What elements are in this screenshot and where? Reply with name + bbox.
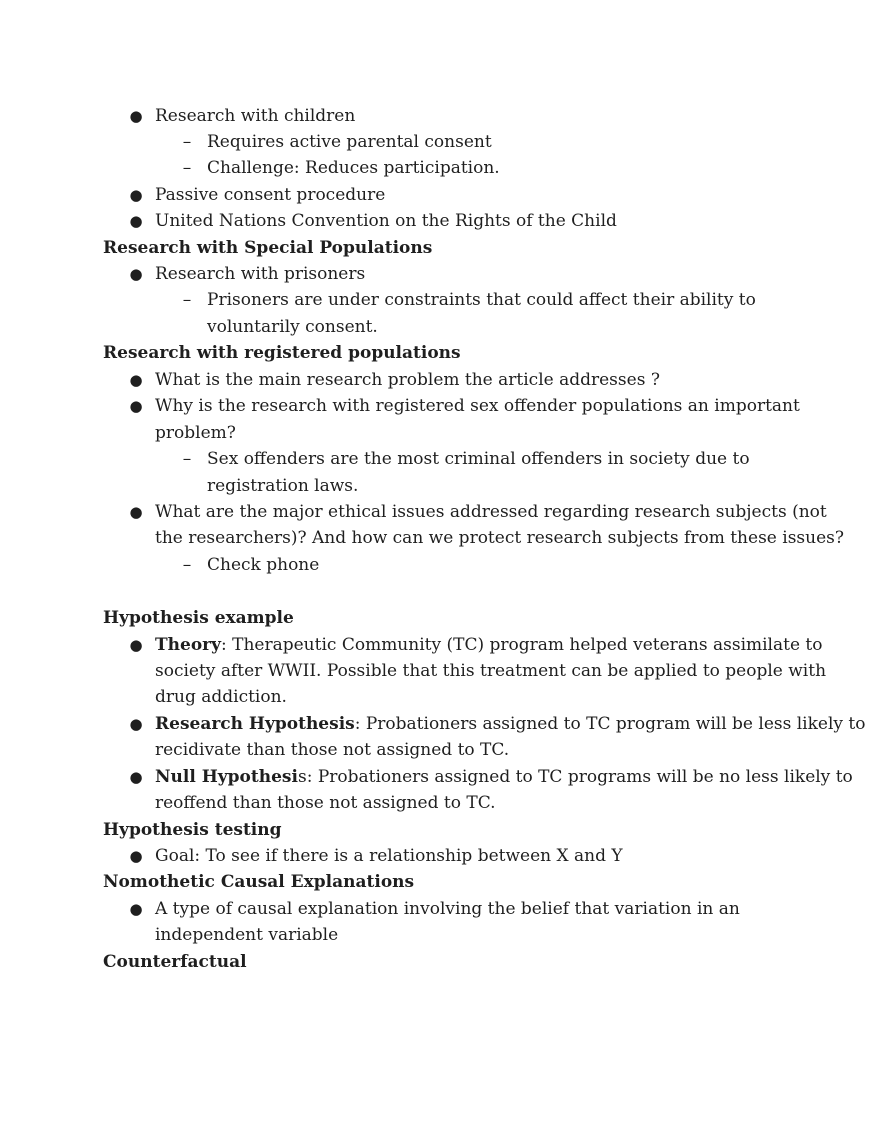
term-label: Null Hypothesi bbox=[155, 767, 298, 787]
term-label: Research Hypothesis bbox=[155, 714, 355, 734]
sub-list-item-text: registration laws. bbox=[207, 476, 359, 496]
list-item-text: problem? bbox=[155, 423, 236, 443]
sub-list-item bbox=[0, 446, 880, 472]
list-item-text: independent variable bbox=[155, 925, 339, 945]
bullet-icon: ● bbox=[129, 397, 143, 415]
list-item-text bbox=[155, 632, 823, 658]
list-item bbox=[0, 367, 880, 393]
bullet-icon: ● bbox=[129, 503, 143, 521]
list-item-text: society after WWII. Possible that this treatment can be applied to people with bbox=[155, 661, 827, 681]
list-item-continuation bbox=[0, 525, 880, 551]
dash-icon: – bbox=[182, 132, 192, 152]
term-definition: : Probationers assigned to TC program will be less likely to bbox=[354, 714, 866, 734]
section-heading bbox=[0, 235, 880, 261]
list-item bbox=[0, 843, 880, 869]
bullet-icon: ● bbox=[129, 212, 143, 230]
list-item-continuation bbox=[0, 922, 880, 948]
list-item-text: What is the main research problem the article addresses ? bbox=[155, 370, 660, 390]
list-item bbox=[0, 208, 880, 234]
list-item-text: recidivate than those not assigned to TC. bbox=[155, 740, 510, 760]
section-heading bbox=[0, 949, 880, 975]
list-item-text: A type of causal explanation involving the belief that variation in an bbox=[155, 899, 740, 919]
list-item-text: the researchers)? And how can we protect research subjects from these issues? bbox=[155, 528, 844, 548]
sub-list-item-continuation bbox=[0, 473, 880, 499]
bullet-icon: ● bbox=[129, 107, 143, 125]
list-item-text: United Nations Convention on the Rights of the Child bbox=[155, 211, 617, 231]
sub-list-item-text: Sex offenders are the most criminal offenders in society due to bbox=[207, 449, 750, 469]
list-item-text bbox=[155, 764, 853, 790]
list-item-continuation bbox=[0, 420, 880, 446]
section-heading bbox=[0, 817, 880, 843]
bullet-icon: ● bbox=[129, 715, 143, 733]
list-item bbox=[0, 896, 880, 922]
list-item-continuation bbox=[0, 737, 880, 763]
dash-icon: – bbox=[182, 290, 192, 310]
sub-list-item-text: voluntarily consent. bbox=[207, 317, 378, 337]
sub-list-item-text: Prisoners are under constraints that could affect their ability to bbox=[207, 290, 756, 310]
section-heading-text: Nomothetic Causal Explanations bbox=[103, 872, 415, 892]
list-item bbox=[0, 103, 880, 129]
list-item bbox=[0, 499, 880, 525]
section-heading bbox=[0, 605, 880, 631]
section-heading bbox=[0, 869, 880, 895]
list-item-text: Why is the research with registered sex offender populations an important bbox=[155, 396, 800, 416]
sub-list-item-text: Challenge: Reduces participation. bbox=[207, 158, 500, 178]
list-item-text bbox=[155, 711, 866, 737]
section-heading-text: Counterfactual bbox=[103, 952, 247, 972]
list-item-text: Goal: To see if there is a relationship between X and Y bbox=[155, 846, 623, 866]
sub-list-item-text: Check phone bbox=[207, 555, 320, 575]
list-item-continuation bbox=[0, 790, 880, 816]
list-item bbox=[0, 632, 880, 658]
sub-list-item bbox=[0, 129, 880, 155]
bullet-icon: ● bbox=[129, 265, 143, 283]
list-item-text: What are the major ethical issues addressed regarding research subjects (not bbox=[155, 502, 827, 522]
dash-icon: – bbox=[182, 158, 192, 178]
sub-list-item bbox=[0, 155, 880, 181]
list-item bbox=[0, 393, 880, 419]
section-heading-text: Hypothesis testing bbox=[103, 820, 282, 840]
term-label: Theory bbox=[155, 635, 221, 655]
term-definition: s: Probationers assigned to TC programs will be no less likely to bbox=[297, 767, 853, 787]
bullet-icon: ● bbox=[129, 768, 143, 786]
dash-icon: – bbox=[182, 449, 192, 469]
bullet-icon: ● bbox=[129, 900, 143, 918]
list-item-continuation bbox=[0, 658, 880, 684]
section-heading-text: Hypothesis example bbox=[103, 608, 294, 628]
list-item-text: Research with prisoners bbox=[155, 264, 366, 284]
list-item-continuation bbox=[0, 684, 880, 710]
list-item bbox=[0, 711, 880, 737]
bullet-icon: ● bbox=[129, 847, 143, 865]
list-item bbox=[0, 182, 880, 208]
list-item bbox=[0, 764, 880, 790]
section-heading-text: Research with registered populations bbox=[103, 343, 461, 363]
bullet-icon: ● bbox=[129, 636, 143, 654]
list-item-text: Passive consent procedure bbox=[155, 185, 386, 205]
section-heading-text: Research with Special Populations bbox=[103, 238, 433, 258]
list-item-text: Research with children bbox=[155, 106, 356, 126]
sub-list-item-continuation bbox=[0, 314, 880, 340]
section-heading bbox=[0, 340, 880, 366]
sub-list-item bbox=[0, 287, 880, 313]
list-item bbox=[0, 261, 880, 287]
sub-list-item-text: Requires active parental consent bbox=[207, 132, 492, 152]
sub-list-item bbox=[0, 552, 880, 578]
list-item-text: reoffend than those not assigned to TC. bbox=[155, 793, 496, 813]
bullet-icon: ● bbox=[129, 371, 143, 389]
list-item-text: drug addiction. bbox=[155, 687, 287, 707]
bullet-icon: ● bbox=[129, 186, 143, 204]
dash-icon: – bbox=[182, 555, 192, 575]
term-definition: : Therapeutic Community (TC) program helped veterans assimilate to bbox=[221, 635, 823, 655]
